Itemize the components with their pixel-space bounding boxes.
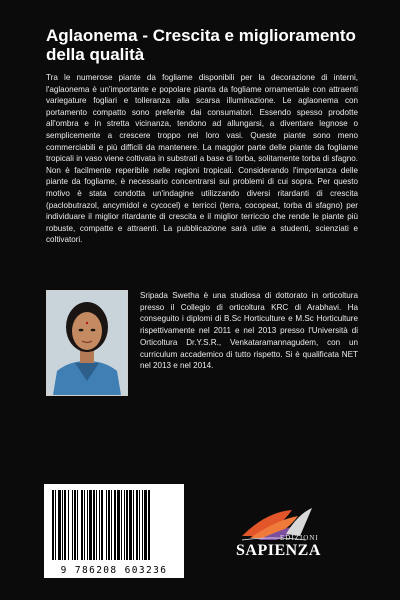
- publisher-label-small: EDIZIONI: [280, 534, 319, 542]
- author-photo: [46, 290, 128, 396]
- isbn-barcode: [44, 484, 184, 578]
- publisher-logo: [236, 506, 336, 576]
- book-title: Aglaonema - Crescita e miglioramento della qualità: [46, 26, 356, 64]
- barcode-bars: [50, 490, 178, 560]
- author-bio: Sripada Swetha è una studiosa di dottorato in orticoltura presso il Collegio di orticoltura KRC di Arabhavi. Ha conseguito i diplomi di B.Sc Horticulture e M.Sc Horticulture rispettivamente nel 2011 e nel 2013 presso l'Università di Orticoltura Dr.Y.S.R., Venkataramannagudem, con un curriculum accademico di tutto rispetto. Si è qualificata NET nel 2013 e nel 2014.: [140, 291, 358, 371]
- publisher-name: SAPIENZA: [236, 542, 321, 559]
- book-description: Tra le numerose piante da fogliame disponibili per la decorazione di interni, l'aglaonema è un'importante e popolare pianta da fogliame ornamentale con attraenti variegature fogliari e tolleranza alla scarsa illuminazione. Le aglaonema con portamento compatto sono preferite dai consumatori. Essendo spesso prodotte all'ombra e in stretta vicinanza, tendono ad allungarsi, a diventare legnose o semplicemente a crescere troppo nei loro vasi. Queste piante sono meno commerciabili e più difficili da mantenere. La maggior parte delle piante da fogliame tropicali in vaso viene coltivata in substrati a base di torba, solitamente torba di sfagno. Non è facilmente reperibile nelle regioni tropicali. Considerando l'importanza delle piante da fogliame, è necessario concentrarsi sui problemi di cui sopra. Per questo motivo è stata condotta un'indagine utilizzando diversi ritardanti di crescita (paclobutrazol, ancymidol e cycocel) e terricci (terra, cocopeat, torba di sfagno) per individuare il miglior ritardante di crescita e il miglior terriccio che rende le piante più robuste, compatte e attraenti. La pubblicazione sarà utile a studenti, scienziati e coltivatori.: [46, 73, 358, 245]
- isbn-number: 9 786208 603236: [60, 565, 168, 576]
